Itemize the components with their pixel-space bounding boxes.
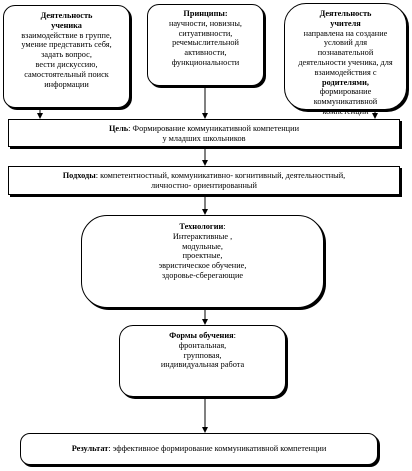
approaches-text-2: личностно- ориентированный [151, 180, 257, 190]
teacher-activity-line: взаимодействия с [314, 67, 377, 77]
principles-line: активности, [184, 48, 227, 58]
student-activity-box [3, 5, 130, 108]
result-text: : эффективное формирование коммуникативной компетенции [108, 444, 327, 453]
forms-line: индивидуальная работа [160, 360, 245, 370]
technologies-line: модульные, [182, 241, 223, 251]
student-activity-line: самостоятельный поиск [24, 69, 109, 79]
student-activity-line: информации [44, 79, 89, 89]
goal-title: Цель [108, 124, 129, 133]
student-activity-line: взаимодействие в группе, [21, 30, 112, 40]
teacher-activity-line: коммуникативной [313, 97, 378, 107]
goal-box [8, 119, 400, 147]
teacher-activity-box [284, 3, 407, 116]
technologies-box [81, 215, 324, 308]
principles-box [147, 4, 264, 86]
result-box [20, 433, 378, 465]
principles-line: научности, новизны, [168, 18, 243, 28]
principles-title: Принципы: [183, 9, 228, 18]
technologies-line: эвристическое обучение, [158, 261, 247, 271]
student-activity-line: вести дискуссию, [35, 59, 98, 69]
principles-line: ситуативности, [178, 28, 233, 38]
student-activity-title: Деятельность ученика [40, 11, 93, 30]
technologies-line: здоровье-сберегающие [161, 270, 244, 280]
approaches-text: : компетентностный, коммуникативно- когнитивный, деятельностный, [95, 171, 346, 180]
goal-line-1 [9, 124, 399, 134]
technologies-heading [82, 222, 323, 232]
goal-text: : Формирование коммуникативной компетенции [128, 124, 300, 133]
technologies-line: проектные, [182, 251, 223, 261]
principles-line: функциональности [171, 57, 240, 67]
technologies-title: Технологии [179, 222, 224, 231]
approaches-line-1 [9, 171, 399, 181]
technologies-colon: : [223, 222, 226, 231]
teacher-activity-line: формирование [319, 87, 372, 97]
teacher-activity-line: родителями, [322, 77, 369, 87]
forms-heading [120, 331, 285, 341]
forms-line: групповая, [183, 350, 222, 360]
result-title: Результат [71, 444, 109, 453]
principles-line: речемыслительной [172, 38, 239, 48]
teacher-activity-line: направлена на создание [303, 28, 388, 38]
approaches-box [8, 166, 400, 195]
result-line [21, 444, 377, 454]
goal-text-2: у младших школьников [162, 133, 246, 143]
teacher-activity-line: компетенции [322, 106, 369, 116]
technologies-line: Интерактивные , [172, 231, 233, 241]
forms-box [119, 325, 286, 397]
teacher-activity-line: условий для [323, 38, 368, 48]
teacher-activity-line: деятельности ученика, для [298, 57, 393, 67]
forms-title: Формы обучения [169, 331, 234, 340]
student-activity-line: умение представить себя, [21, 40, 112, 50]
student-activity-line: задать вопрос, [41, 50, 92, 60]
teacher-activity-line: познавательной [317, 48, 374, 58]
forms-line: фронтальная, [178, 340, 227, 350]
teacher-activity-title: Деятельность учителя [319, 9, 372, 28]
forms-colon: : [233, 331, 236, 340]
approaches-title: Подходы [62, 171, 96, 180]
